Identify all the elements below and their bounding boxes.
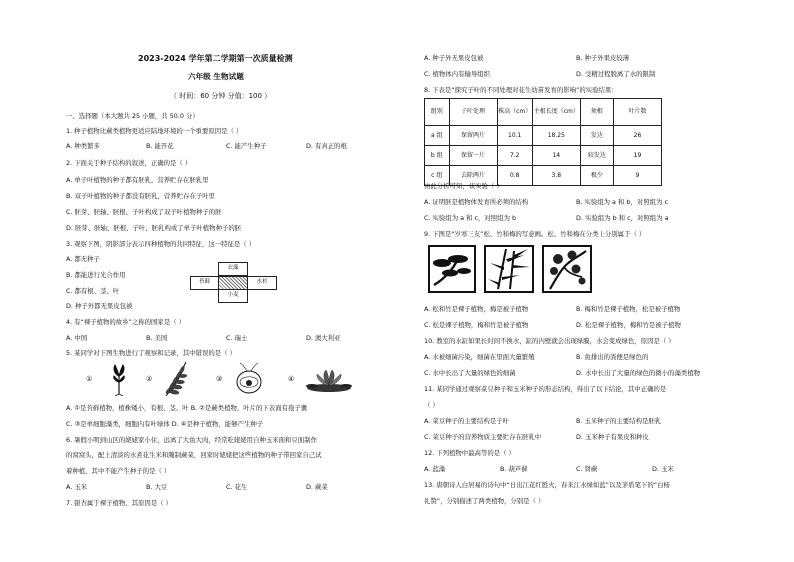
table-row <box>425 126 662 146</box>
table-cell: 26 <box>613 126 661 146</box>
table-cell: 极少 <box>580 166 613 186</box>
table-cell: 14 <box>532 146 580 166</box>
question-3: 3. 观察下图，阴影部分表示四种植物的共同特征，这一特征是（ ） <box>66 240 256 248</box>
table-row <box>425 146 662 166</box>
question-13-line-2: 礼赞”，分别描述了两类植物，分别是（ ） <box>424 497 545 505</box>
table-cell: 0.8 <box>497 166 532 186</box>
diagram-box-center <box>218 276 248 290</box>
table-header-cell: 株高（cm） <box>497 99 532 126</box>
q1-option-c: C. 能产生种子 <box>226 142 267 150</box>
question-1: 1. 种子植物比蕨类植物更适应陆地环境的一个重要原因是（ ） <box>66 127 243 135</box>
table-cell: 去除两片 <box>449 166 497 186</box>
table-header-cell: 子叶处理 <box>449 99 497 126</box>
table-header-row <box>425 99 662 126</box>
q5-options-cd: C. ③是单细胞藻类，细胞内有叶绿体 D. ④是种子植物，能够产生种子 <box>66 420 264 428</box>
exam-subtitle: 六年级 生物试题 <box>188 72 244 81</box>
question-6-line-3: 着种植，其中不能产生种子的是（ ） <box>66 467 171 475</box>
table-header-cell: 叶片数 <box>613 99 661 126</box>
q11-option-b: B. 玉米种子的主要结构是胚乳 <box>576 417 662 425</box>
diagram-box-left: 苔藓 <box>190 276 219 290</box>
q4-option-d: D. 澳大利亚 <box>306 334 341 342</box>
moss-figure <box>108 362 130 396</box>
table-cell: b 组 <box>425 146 450 166</box>
q2-option-c: C. 胚芽、胚轴、胚根、子叶构成了双子叶植物种子的胚 <box>66 208 222 216</box>
q12-option-a: A. 蓝藻 <box>424 465 446 473</box>
alga-cell-figure <box>234 362 264 396</box>
section-heading: 一、选择题（本大题共 25 小题，共 50.0 分） <box>66 112 199 120</box>
q2-option-b: B. 双子叶植物的种子都没有胚乳，营养贮存在子叶里 <box>66 192 216 200</box>
q10-option-a: A. 水被细菌污染，细菌在里面大量繁殖 <box>424 353 535 361</box>
q6-option-b: B. 大豆 <box>146 483 168 491</box>
q7-option-c: C. 植物体内有输导组织 <box>424 70 491 78</box>
table-cell: 保留两片 <box>449 126 497 146</box>
q6-option-d: D. 蕨菜 <box>306 483 328 491</box>
diagram-box-top: 衣藻 <box>218 262 248 276</box>
q9-option-c: C. 松是裸子植物，梅和竹是被子植物 <box>424 321 529 329</box>
q12-option-c: C. 肾蕨 <box>576 465 598 473</box>
q3-option-a: A. 都无种子 <box>66 255 100 263</box>
q1-option-b: B. 能开花 <box>146 142 174 150</box>
question-10: 10. 教室的水缸如果长时间不换水，缸的内壁就会出现绿膜，水会变成绿色，原因是（ ） <box>424 337 675 345</box>
exam-meta: （ 时间：60 分钟 分值：100 ） <box>170 92 272 100</box>
table-cell: c 组 <box>425 166 450 186</box>
bamboo-painting <box>484 245 534 293</box>
q10-option-d: D. 水中长出了大量的绿色的微小的藻类植物 <box>576 369 701 377</box>
q10-option-c: C. 水中长出了大量的绿色的细菌 <box>424 369 516 377</box>
table-header-cell: 组别 <box>425 99 450 126</box>
diagram-box-right: 水杉 <box>247 276 277 290</box>
q7-option-b: B. 种子外果皮较薄 <box>576 54 630 62</box>
table-header-cell: 须根 <box>580 99 613 126</box>
q4-option-c: C. 瑞士 <box>226 334 248 342</box>
q2-option-a: A. 单子叶植物的种子都有胚乳，营养贮存在胚乳里 <box>66 176 209 184</box>
table-cell: 10.1 <box>497 126 532 146</box>
question-11-line-2: （ ） <box>424 401 439 409</box>
q7-option-a: A. 种子外无果皮包被 <box>424 54 484 62</box>
question-11-line-1: 11. 某同学通过观察菜豆种子和玉米种子的形态结构，得出了以下结论，其中正确的是 <box>424 385 667 393</box>
question-12: 12. 下列植物中最高等的是（ ） <box>424 449 515 457</box>
q6-option-a: A. 玉米 <box>66 483 88 491</box>
q3-option-b: B. 都能进行光合作用 <box>66 271 126 279</box>
q4-option-b: B. 美国 <box>146 334 168 342</box>
table-cell: a 组 <box>425 126 450 146</box>
q3-option-c: C. 都有根、茎、叶 <box>66 287 120 295</box>
table-cell: 保留一片 <box>449 146 497 166</box>
q1-option-d: D. 有真正的根 <box>306 142 347 150</box>
exam-title: 2023-2024 学年第二学期第一次质量检测 <box>138 54 293 63</box>
question-8-stem: 由此分析可知，该实验（ ） <box>424 182 503 190</box>
table-cell: 发达 <box>580 126 613 146</box>
q11-option-a: A. 菜豆种子的主要结构是子叶 <box>424 417 510 425</box>
table-cell: 7.2 <box>497 146 532 166</box>
q8-option-a: A. 证明胚是植物体发育所必须的结构 <box>424 198 529 206</box>
table-cell: 9 <box>613 166 661 186</box>
question-8: 8. 下表是“探究子叶的不同处理对花生幼苗发育的影响”的实验结果： <box>424 86 618 94</box>
question-5: 5. 某同学对下图生物进行了观察和记录，其中错误的是（ ） <box>66 349 236 357</box>
diagram-box-bottom: 小麦 <box>218 289 248 303</box>
q6-option-c: C. 花生 <box>226 483 248 491</box>
q2-option-d: D. 胚芽、胚轴、胚根、子叶、胚乳构成了单子叶植物种子的胚 <box>66 224 242 232</box>
water-lily-figure <box>304 364 354 394</box>
q5-label-4: ④ <box>288 375 295 383</box>
q3-plant-diagram <box>190 262 280 310</box>
q7-option-d: D. 受精过程脱离了水的限制 <box>576 70 656 78</box>
q5-label-3: ③ <box>216 375 223 383</box>
table-cell: 18.25 <box>532 126 580 146</box>
q12-option-b: B. 葫芦藓 <box>500 465 528 473</box>
question-7: 7. 银杏属于裸子植物，其原因是（ ） <box>66 499 173 507</box>
fern-figure <box>160 360 192 398</box>
q9-option-a: A. 松和竹是裸子植物，梅是被子植物 <box>424 305 529 313</box>
question-4: 4. 有“裸子植物的故乡”之称的国家是（ ） <box>66 318 186 326</box>
q9-option-b: B. 梅和竹是裸子植物，松是被子植物 <box>576 305 681 313</box>
q12-option-d: D. 玉米 <box>652 465 674 473</box>
table-header-cell: 主根长度（cm） <box>532 99 580 126</box>
q1-option-a: A. 种类繁多 <box>66 142 100 150</box>
right-column <box>400 0 794 562</box>
question-9: 9. 下图是“岁寒三友”松、竹和梅的写意画。松、竹和梅在分类上分别属于（ ） <box>424 230 646 238</box>
q3-option-d: D. 种子外都无果皮包被 <box>66 302 133 310</box>
q4-option-a: A. 中国 <box>66 334 88 342</box>
q5-options-ab: A. ①是苔藓植物，植株矮小，有根、茎、叶 B. ②是蕨类植物，叶片的下表面有孢子囊 <box>66 404 308 412</box>
q5-label-2: ② <box>146 375 153 383</box>
table-cell: 较发达 <box>580 146 613 166</box>
question-2: 2. 下面关于种子结构的叙述，正确的是（ ） <box>66 159 192 167</box>
question-13-line-1: 13. 唐朝诗人白居易的诗句中“日出江花红胜火，春来江水绿如蓝”以及茅盾笔下的“白杨 <box>424 481 670 489</box>
q8-option-c: C. 实验组为 a 和 c，对照组为 b <box>424 214 517 222</box>
q5-label-1: ① <box>86 375 93 383</box>
question-6-line-2: 的窝窝头，配上清淡的水煮花生米和腌制蕨菜，回家时姥姥把这些植物的种子带回家自己试 <box>66 451 322 459</box>
q11-option-c: C. 菜豆种子的营养物质主要贮存在胚乳中 <box>424 433 542 441</box>
q9-option-d: D. 松是裸子植物，梅和竹是被子植物 <box>576 321 681 329</box>
q11-option-d: D. 玉米种子有果皮和种皮 <box>576 433 649 441</box>
plum-painting <box>542 245 592 293</box>
table-cell: 19 <box>613 146 661 166</box>
q10-option-b: B. 鱼排出的粪便是绿色的 <box>576 353 649 361</box>
question-6-line-1: 6. 暑假小明到山区的姥姥家小住，远离了大鱼大肉，经常吃姥姥用自种玉米面和豆面制作 <box>66 436 317 444</box>
table-cell: 3.8 <box>532 166 580 186</box>
q8-option-d: D. 实验组为 b 和 c，对照组为 a <box>576 214 669 222</box>
q8-results-table <box>424 98 662 186</box>
pine-painting <box>428 245 476 293</box>
q8-option-b: B. 实验组为 a 和 b，对照组为 c <box>576 198 668 206</box>
